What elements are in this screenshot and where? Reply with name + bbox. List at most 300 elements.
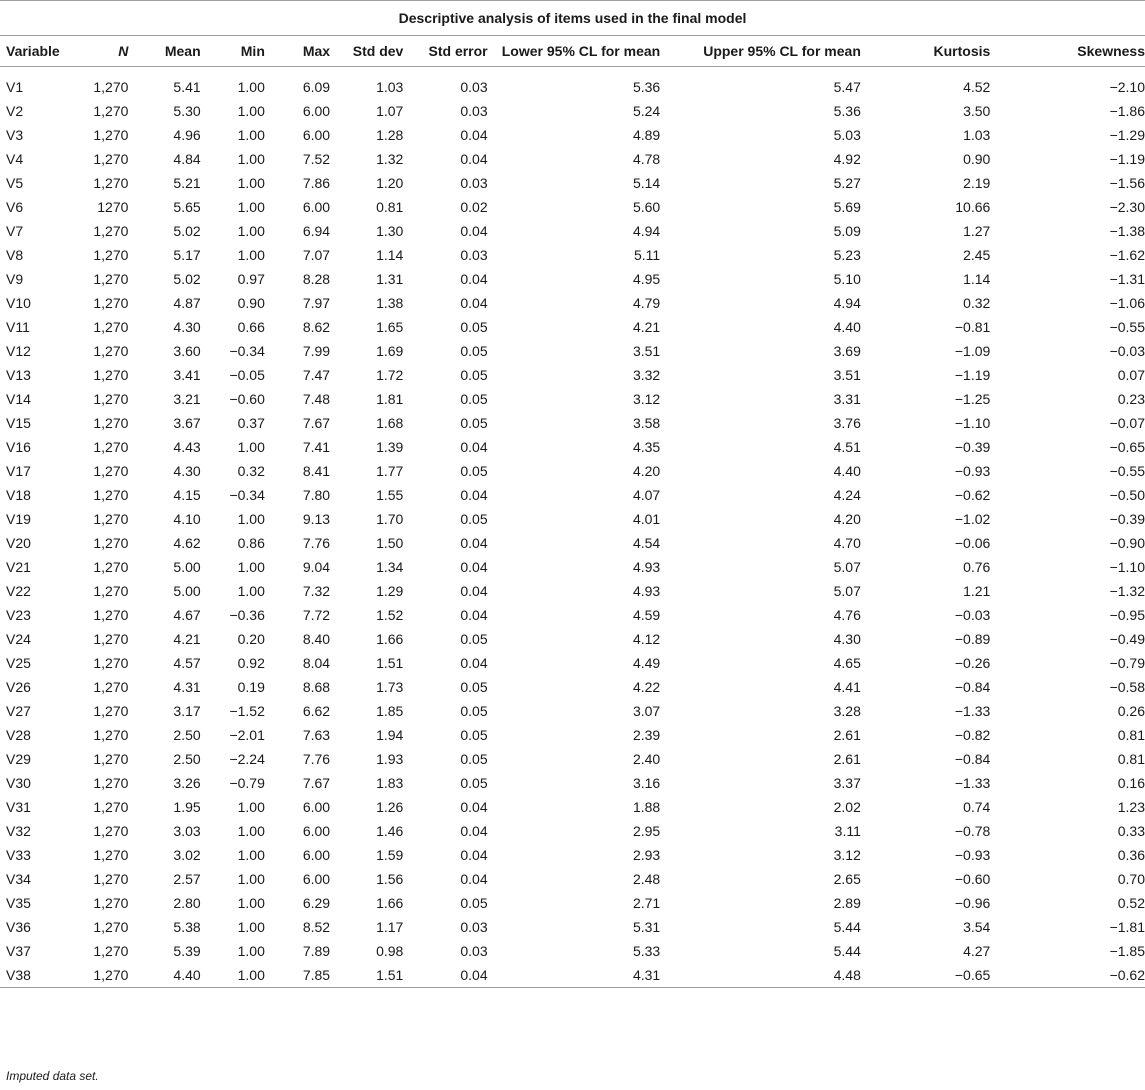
cell-std-error: 0.05 bbox=[460, 343, 488, 359]
cell-std-dev: 1.30 bbox=[376, 223, 404, 239]
cell-std-error: 0.04 bbox=[460, 439, 488, 455]
cell-mean: 4.67 bbox=[173, 607, 201, 623]
cell-min: −0.34 bbox=[229, 487, 265, 503]
table-row bbox=[0, 507, 1145, 531]
cell-skewness: 0.81 bbox=[1117, 751, 1145, 767]
cell-mean: 3.02 bbox=[173, 847, 201, 863]
cell-std-dev: 1.77 bbox=[376, 463, 404, 479]
cell-kurtosis: 3.50 bbox=[963, 103, 991, 119]
cell-std-dev: 1.17 bbox=[376, 919, 404, 935]
cell-min: −0.79 bbox=[229, 775, 265, 791]
cell-n: 1,270 bbox=[93, 943, 129, 959]
cell-variable: V5 bbox=[6, 175, 24, 191]
cell-std-error: 0.03 bbox=[460, 943, 488, 959]
cell-min: 1.00 bbox=[237, 559, 265, 575]
cell-std-error: 0.04 bbox=[460, 655, 488, 671]
cell-upper-95-cl: 5.10 bbox=[833, 271, 861, 287]
cell-skewness: 0.70 bbox=[1117, 871, 1145, 887]
cell-std-error: 0.03 bbox=[460, 919, 488, 935]
cell-std-dev: 1.39 bbox=[376, 439, 404, 455]
cell-std-error: 0.05 bbox=[460, 463, 488, 479]
cell-lower-95-cl: 2.48 bbox=[632, 871, 661, 887]
cell-max: 7.07 bbox=[302, 247, 331, 263]
cell-skewness: −0.50 bbox=[1109, 487, 1145, 503]
cell-mean: 4.62 bbox=[173, 535, 201, 551]
cell-variable: V30 bbox=[6, 775, 31, 791]
cell-lower-95-cl: 4.94 bbox=[632, 223, 661, 239]
cell-max: 7.86 bbox=[302, 175, 331, 191]
cell-lower-95-cl: 2.39 bbox=[632, 727, 661, 743]
cell-skewness: −0.55 bbox=[1109, 463, 1145, 479]
column-header-n: N bbox=[74, 36, 128, 67]
cell-max: 6.09 bbox=[302, 79, 331, 95]
cell-std-dev: 1.59 bbox=[376, 847, 404, 863]
cell-max: 7.32 bbox=[302, 583, 331, 599]
cell-lower-95-cl: 4.22 bbox=[632, 679, 661, 695]
table-row bbox=[0, 195, 1145, 219]
table-row bbox=[0, 435, 1145, 459]
cell-lower-95-cl: 4.93 bbox=[632, 583, 661, 599]
cell-std-dev: 1.83 bbox=[376, 775, 404, 791]
cell-mean: 4.10 bbox=[173, 511, 201, 527]
cell-n: 1,270 bbox=[93, 391, 129, 407]
cell-skewness: −1.06 bbox=[1109, 295, 1145, 311]
table-row bbox=[0, 747, 1145, 771]
table-row bbox=[0, 483, 1145, 507]
cell-kurtosis: −0.26 bbox=[954, 655, 991, 671]
cell-lower-95-cl: 4.31 bbox=[488, 963, 661, 988]
cell-min: 1.00 bbox=[237, 511, 265, 527]
cell-n: 1,270 bbox=[93, 343, 129, 359]
cell-max: 6.00 bbox=[302, 847, 331, 863]
cell-max: 7.67 bbox=[302, 415, 331, 431]
cell-lower-95-cl: 4.20 bbox=[632, 463, 661, 479]
cell-skewness: 1.23 bbox=[1117, 799, 1145, 815]
table-row bbox=[0, 147, 1145, 171]
cell-lower-95-cl: 5.36 bbox=[632, 79, 661, 95]
cell-lower-95-cl: 3.16 bbox=[632, 775, 661, 791]
cell-upper-95-cl: 4.51 bbox=[833, 439, 861, 455]
cell-skewness: −0.55 bbox=[1109, 319, 1145, 335]
table-row bbox=[0, 771, 1145, 795]
cell-kurtosis: −1.25 bbox=[954, 391, 991, 407]
cell-upper-95-cl: 5.44 bbox=[833, 919, 861, 935]
cell-skewness: −0.03 bbox=[1109, 343, 1145, 359]
cell-lower-95-cl: 5.60 bbox=[632, 199, 661, 215]
cell-std-dev: 1.34 bbox=[376, 559, 404, 575]
cell-kurtosis: −0.06 bbox=[954, 535, 991, 551]
cell-n: 1,270 bbox=[93, 79, 129, 95]
cell-upper-95-cl: 5.44 bbox=[833, 943, 861, 959]
cell-max: 6.00 bbox=[302, 127, 331, 143]
cell-skewness: 0.26 bbox=[1117, 703, 1145, 719]
cell-std-dev: 1.32 bbox=[376, 151, 404, 167]
cell-upper-95-cl: 4.65 bbox=[833, 655, 861, 671]
cell-min: 1.00 bbox=[237, 103, 265, 119]
cell-kurtosis: 1.21 bbox=[963, 583, 991, 599]
cell-upper-95-cl: 5.36 bbox=[833, 103, 861, 119]
cell-kurtosis: 4.27 bbox=[963, 943, 991, 959]
cell-std-dev: 1.31 bbox=[376, 271, 404, 287]
cell-skewness: −0.79 bbox=[1109, 655, 1145, 671]
table-row bbox=[0, 939, 1145, 963]
cell-min: 0.90 bbox=[237, 295, 265, 311]
cell-variable: V34 bbox=[6, 871, 31, 887]
cell-skewness: −1.62 bbox=[1109, 247, 1145, 263]
cell-variable: V8 bbox=[6, 247, 24, 263]
cell-upper-95-cl: 3.28 bbox=[833, 703, 861, 719]
cell-mean: 5.02 bbox=[173, 271, 201, 287]
cell-max: 6.62 bbox=[302, 703, 331, 719]
cell-kurtosis: −0.84 bbox=[954, 751, 991, 767]
cell-upper-95-cl: 2.61 bbox=[833, 751, 861, 767]
cell-n: 1,270 bbox=[93, 727, 129, 743]
cell-min: −0.36 bbox=[229, 607, 265, 623]
cell-std-error: 0.03 bbox=[460, 247, 488, 263]
cell-mean: 3.03 bbox=[173, 823, 201, 839]
cell-kurtosis: 0.74 bbox=[963, 799, 991, 815]
table-row bbox=[0, 123, 1145, 147]
cell-upper-95-cl: 4.40 bbox=[833, 463, 861, 479]
cell-mean: 4.15 bbox=[173, 487, 201, 503]
cell-skewness: −2.10 bbox=[1109, 79, 1145, 95]
cell-mean: 5.21 bbox=[173, 175, 201, 191]
cell-mean: 5.17 bbox=[173, 247, 201, 263]
table-row bbox=[0, 363, 1145, 387]
cell-lower-95-cl: 4.59 bbox=[632, 607, 661, 623]
cell-n: 1,270 bbox=[93, 895, 129, 911]
cell-std-error: 0.03 bbox=[460, 79, 488, 95]
cell-variable: V31 bbox=[6, 799, 31, 815]
cell-upper-95-cl: 5.69 bbox=[833, 199, 861, 215]
cell-kurtosis: −0.81 bbox=[954, 319, 991, 335]
cell-min: 1.00 bbox=[237, 823, 265, 839]
column-header-lower-95-cl: Lower 95% CL for mean bbox=[488, 36, 661, 67]
cell-n: 1,270 bbox=[93, 247, 129, 263]
cell-variable: V23 bbox=[6, 607, 31, 623]
cell-std-error: 0.05 bbox=[460, 319, 488, 335]
cell-max: 9.04 bbox=[302, 559, 331, 575]
cell-min: 1.00 bbox=[237, 799, 265, 815]
cell-min: 1.00 bbox=[237, 583, 265, 599]
cell-min: 1.00 bbox=[237, 151, 265, 167]
cell-max: 6.00 bbox=[302, 823, 331, 839]
cell-lower-95-cl: 2.93 bbox=[632, 847, 661, 863]
cell-variable: V4 bbox=[6, 151, 24, 167]
cell-std-dev: 1.93 bbox=[376, 751, 404, 767]
cell-upper-95-cl: 3.31 bbox=[833, 391, 861, 407]
cell-std-dev: 1.72 bbox=[376, 367, 404, 383]
cell-mean: 5.38 bbox=[173, 919, 201, 935]
cell-skewness: 0.07 bbox=[1117, 367, 1145, 383]
cell-mean: 4.30 bbox=[173, 463, 201, 479]
cell-kurtosis: 1.14 bbox=[963, 271, 991, 287]
cell-n: 1,270 bbox=[93, 535, 129, 551]
cell-variable: V27 bbox=[6, 703, 31, 719]
cell-lower-95-cl: 2.71 bbox=[632, 895, 661, 911]
cell-lower-95-cl: 3.58 bbox=[632, 415, 661, 431]
cell-min: 1.00 bbox=[237, 247, 265, 263]
cell-n: 1,270 bbox=[93, 871, 129, 887]
cell-upper-95-cl: 5.07 bbox=[833, 583, 861, 599]
cell-max: 7.63 bbox=[302, 727, 331, 743]
cell-mean: 4.84 bbox=[173, 151, 201, 167]
cell-n: 1,270 bbox=[93, 703, 129, 719]
table-row bbox=[0, 843, 1145, 867]
cell-n: 1,270 bbox=[93, 367, 129, 383]
cell-skewness: −2.30 bbox=[1109, 199, 1145, 215]
cell-kurtosis: −0.65 bbox=[861, 963, 990, 988]
cell-max: 6.00 bbox=[302, 871, 331, 887]
table-row bbox=[0, 723, 1145, 747]
cell-kurtosis: −1.09 bbox=[954, 343, 991, 359]
column-header-kurtosis: Kurtosis bbox=[861, 36, 990, 67]
cell-lower-95-cl: 2.95 bbox=[632, 823, 661, 839]
table-row bbox=[0, 795, 1145, 819]
cell-skewness: 0.33 bbox=[1117, 823, 1145, 839]
cell-upper-95-cl: 3.51 bbox=[833, 367, 861, 383]
cell-mean: 5.65 bbox=[173, 199, 201, 215]
cell-lower-95-cl: 4.78 bbox=[632, 151, 661, 167]
cell-skewness: 0.52 bbox=[1117, 895, 1145, 911]
cell-std-error: 0.02 bbox=[460, 199, 488, 215]
cell-max: 7.76 bbox=[302, 535, 331, 551]
cell-variable: V7 bbox=[6, 223, 24, 239]
cell-kurtosis: −0.62 bbox=[954, 487, 991, 503]
cell-upper-95-cl: 4.76 bbox=[833, 607, 861, 623]
cell-std-error: 0.05 bbox=[460, 415, 488, 431]
cell-lower-95-cl: 4.07 bbox=[632, 487, 661, 503]
cell-min: −2.24 bbox=[229, 751, 265, 767]
cell-max: 8.40 bbox=[302, 631, 331, 647]
cell-variable: V22 bbox=[6, 583, 31, 599]
cell-std-dev: 1.65 bbox=[376, 319, 404, 335]
table-row bbox=[0, 699, 1145, 723]
cell-max: 8.04 bbox=[302, 655, 331, 671]
cell-max: 8.41 bbox=[302, 463, 331, 479]
cell-std-dev: 1.51 bbox=[376, 655, 404, 671]
table-footnote: Imputed data set. bbox=[6, 1069, 99, 1083]
cell-kurtosis: 0.90 bbox=[963, 151, 991, 167]
cell-variable: V9 bbox=[6, 271, 24, 287]
cell-mean: 4.43 bbox=[173, 439, 201, 455]
cell-lower-95-cl: 4.01 bbox=[632, 511, 661, 527]
table-row bbox=[0, 459, 1145, 483]
cell-upper-95-cl: 4.40 bbox=[833, 319, 861, 335]
cell-min: 0.86 bbox=[237, 535, 265, 551]
table-row bbox=[0, 531, 1145, 555]
cell-std-error: 0.05 bbox=[460, 727, 488, 743]
cell-n: 1,270 bbox=[93, 655, 129, 671]
table-row bbox=[0, 603, 1145, 627]
cell-variable: V25 bbox=[6, 655, 31, 671]
cell-std-error: 0.04 bbox=[460, 607, 488, 623]
cell-mean: 5.00 bbox=[173, 559, 201, 575]
cell-n: 1,270 bbox=[93, 319, 129, 335]
cell-max: 8.68 bbox=[302, 679, 331, 695]
cell-min: 1.00 bbox=[237, 871, 265, 887]
cell-skewness: −0.58 bbox=[1109, 679, 1145, 695]
cell-variable: V21 bbox=[6, 559, 31, 575]
cell-variable: V24 bbox=[6, 631, 31, 647]
cell-max: 7.99 bbox=[302, 343, 331, 359]
cell-n: 1,270 bbox=[74, 963, 128, 988]
cell-std-dev: 1.66 bbox=[376, 631, 404, 647]
cell-lower-95-cl: 3.32 bbox=[632, 367, 661, 383]
cell-mean: 4.21 bbox=[173, 631, 201, 647]
cell-n: 1,270 bbox=[93, 607, 129, 623]
cell-std-error: 0.03 bbox=[460, 103, 488, 119]
cell-kurtosis: −0.89 bbox=[954, 631, 991, 647]
cell-std-error: 0.05 bbox=[460, 367, 488, 383]
cell-std-error: 0.04 bbox=[460, 871, 488, 887]
cell-variable: V29 bbox=[6, 751, 31, 767]
cell-lower-95-cl: 4.54 bbox=[632, 535, 661, 551]
cell-std-error: 0.04 bbox=[460, 295, 488, 311]
cell-skewness: −0.90 bbox=[1109, 535, 1145, 551]
cell-min: 0.32 bbox=[237, 463, 265, 479]
cell-mean: 4.40 bbox=[128, 963, 200, 988]
cell-upper-95-cl: 4.24 bbox=[833, 487, 861, 503]
column-header-std-dev: Std dev bbox=[330, 36, 403, 67]
cell-lower-95-cl: 4.93 bbox=[632, 559, 661, 575]
cell-std-dev: 1.28 bbox=[376, 127, 404, 143]
cell-variable: V19 bbox=[6, 511, 31, 527]
cell-upper-95-cl: 3.11 bbox=[834, 823, 861, 839]
cell-std-dev: 1.29 bbox=[376, 583, 404, 599]
cell-skewness: −1.29 bbox=[1109, 127, 1145, 143]
cell-std-error: 0.03 bbox=[460, 175, 488, 191]
cell-min: 1.00 bbox=[237, 175, 265, 191]
cell-min: −0.05 bbox=[229, 367, 265, 383]
cell-std-error: 0.04 bbox=[460, 823, 488, 839]
cell-max: 7.52 bbox=[302, 151, 331, 167]
cell-max: 8.28 bbox=[302, 271, 331, 287]
cell-mean: 2.57 bbox=[173, 871, 201, 887]
cell-std-dev: 1.03 bbox=[376, 79, 404, 95]
cell-max: 7.47 bbox=[302, 367, 331, 383]
cell-min: 1.00 bbox=[237, 79, 265, 95]
cell-std-dev: 1.66 bbox=[376, 895, 404, 911]
cell-upper-95-cl: 4.94 bbox=[833, 295, 861, 311]
cell-variable: V11 bbox=[6, 319, 30, 335]
cell-skewness: −1.10 bbox=[1109, 559, 1145, 575]
cell-std-dev: 1.70 bbox=[376, 511, 404, 527]
cell-max: 6.29 bbox=[302, 895, 331, 911]
cell-kurtosis: 1.27 bbox=[963, 223, 991, 239]
table-row bbox=[0, 915, 1145, 939]
cell-std-dev: 1.20 bbox=[376, 175, 404, 191]
cell-n: 1,270 bbox=[93, 583, 129, 599]
cell-upper-95-cl: 3.12 bbox=[833, 847, 861, 863]
cell-mean: 3.60 bbox=[173, 343, 201, 359]
column-header-max: Max bbox=[265, 36, 330, 67]
cell-mean: 4.57 bbox=[173, 655, 201, 671]
cell-n: 1,270 bbox=[93, 751, 129, 767]
cell-variable: V6 bbox=[6, 199, 24, 215]
cell-n: 1,270 bbox=[93, 463, 129, 479]
cell-std-dev: 1.94 bbox=[376, 727, 404, 743]
cell-upper-95-cl: 4.48 bbox=[660, 963, 861, 988]
cell-variable: V36 bbox=[6, 919, 31, 935]
cell-min: 1.00 bbox=[237, 847, 265, 863]
cell-min: 0.92 bbox=[237, 655, 265, 671]
cell-variable: V33 bbox=[6, 847, 31, 863]
cell-std-error: 0.05 bbox=[460, 703, 488, 719]
cell-upper-95-cl: 4.30 bbox=[833, 631, 861, 647]
cell-n: 1,270 bbox=[93, 823, 129, 839]
cell-variable: V13 bbox=[6, 367, 31, 383]
cell-std-error: 0.04 bbox=[460, 535, 488, 551]
column-header-min: Min bbox=[201, 36, 265, 67]
cell-lower-95-cl: 4.89 bbox=[632, 127, 661, 143]
cell-lower-95-cl: 4.12 bbox=[632, 631, 661, 647]
cell-n: 1,270 bbox=[93, 799, 129, 815]
cell-min: 1.00 bbox=[237, 439, 265, 455]
cell-upper-95-cl: 2.89 bbox=[833, 895, 861, 911]
cell-n: 1,270 bbox=[93, 415, 129, 431]
cell-max: 7.97 bbox=[302, 295, 331, 311]
cell-upper-95-cl: 2.02 bbox=[833, 799, 861, 815]
cell-min: 0.66 bbox=[237, 319, 265, 335]
cell-std-dev: 1.07 bbox=[376, 103, 404, 119]
cell-mean: 4.30 bbox=[173, 319, 201, 335]
cell-variable: V2 bbox=[6, 103, 24, 119]
cell-max: 7.67 bbox=[302, 775, 331, 791]
cell-mean: 2.50 bbox=[173, 751, 201, 767]
cell-variable: V20 bbox=[6, 535, 31, 551]
cell-min: 1.00 bbox=[237, 127, 265, 143]
cell-mean: 5.30 bbox=[173, 103, 201, 119]
cell-upper-95-cl: 4.20 bbox=[833, 511, 861, 527]
cell-std-dev: 1.26 bbox=[376, 799, 404, 815]
cell-variable: V28 bbox=[6, 727, 31, 743]
cell-variable: V16 bbox=[6, 439, 31, 455]
cell-kurtosis: −0.78 bbox=[954, 823, 991, 839]
cell-variable: V37 bbox=[6, 943, 31, 959]
cell-upper-95-cl: 3.76 bbox=[833, 415, 861, 431]
cell-max: 7.41 bbox=[302, 439, 331, 455]
cell-std-error: 0.04 bbox=[460, 799, 488, 815]
cell-lower-95-cl: 3.51 bbox=[632, 343, 661, 359]
cell-std-error: 0.04 bbox=[460, 847, 488, 863]
cell-n: 1,270 bbox=[93, 919, 129, 935]
cell-std-error: 0.04 bbox=[460, 127, 488, 143]
cell-max: 7.76 bbox=[302, 751, 331, 767]
cell-min: −1.52 bbox=[229, 703, 265, 719]
cell-lower-95-cl: 4.95 bbox=[632, 271, 661, 287]
cell-variable: V12 bbox=[6, 343, 31, 359]
cell-kurtosis: −1.10 bbox=[954, 415, 991, 431]
table-row bbox=[0, 555, 1145, 579]
table-row bbox=[0, 891, 1145, 915]
table-row bbox=[0, 243, 1145, 267]
cell-min: −2.01 bbox=[229, 727, 265, 743]
cell-skewness: −1.56 bbox=[1109, 175, 1145, 191]
cell-upper-95-cl: 3.69 bbox=[833, 343, 861, 359]
cell-mean: 5.41 bbox=[173, 79, 201, 95]
cell-mean: 3.67 bbox=[173, 415, 201, 431]
cell-upper-95-cl: 4.70 bbox=[833, 535, 861, 551]
cell-variable: V26 bbox=[6, 679, 31, 695]
cell-max: 9.13 bbox=[302, 511, 331, 527]
cell-min: 1.00 bbox=[237, 943, 265, 959]
cell-upper-95-cl: 5.07 bbox=[833, 559, 861, 575]
table-row bbox=[0, 267, 1145, 291]
cell-std-dev: 1.56 bbox=[376, 871, 404, 887]
cell-kurtosis: −1.19 bbox=[954, 367, 991, 383]
cell-max: 7.48 bbox=[302, 391, 331, 407]
